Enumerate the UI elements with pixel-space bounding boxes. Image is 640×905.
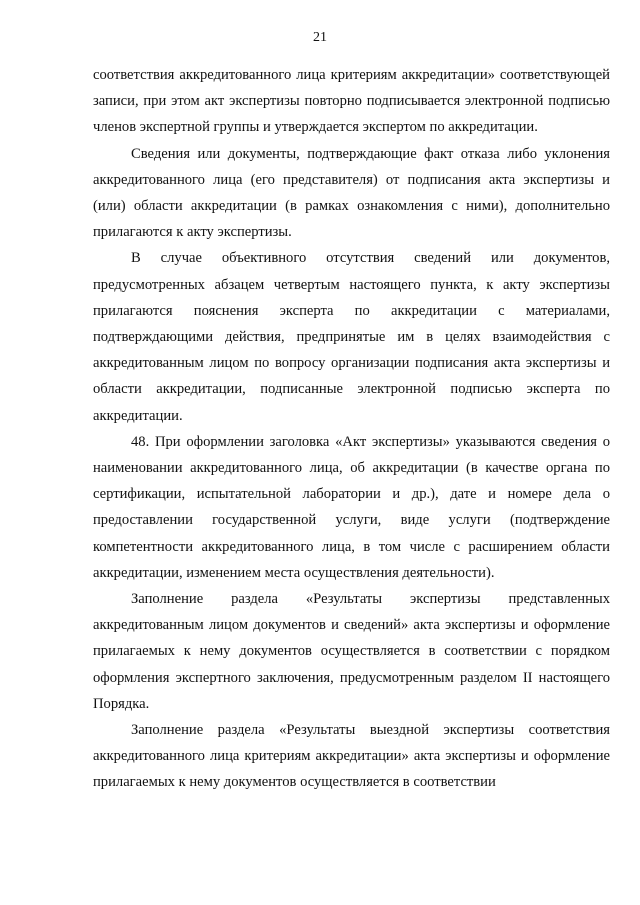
paragraph-absence-of-information: В случае объективного отсутствия сведений или документов, предусмотренных абзацем четвертым настоящего пункта, к акту экспертизы прилагаются пояснения эксперта по аккредитации с материалами, подтверждающими действия, предпринятые им в целях взаимодействия с аккредитованным лицом по вопросу организации подписания акта экспертизы и области аккредитации, подписанные электронной подписью эксперта по аккредитации. [93, 250, 610, 424]
paragraph-item-48: 48. При оформлении заголовка «Акт экспертизы» указываются сведения о наименовании аккредитованного лица, об аккредитации (в качестве органа по сертификации, испытательной лаборатории и др.), дате и номере дела о предоставлении государственной услуги, виде услуги (подтверждение компетентности аккредитованного лица, в том числе с расширением области аккредитации, изменением места осуществления деятельности). [93, 433, 610, 581]
paragraph-refusal-evidence: Сведения или документы, подтверждающие факт отказа либо уклонения аккредитованного лица (его представителя) от подписания акта экспертизы и (или) области аккредитации (в рамках ознакомления с ними), дополнительно прилагаются к акту экспертизы. [93, 145, 610, 241]
page-number: 21 [313, 30, 327, 45]
document-body [93, 62, 610, 796]
paragraph-continuation: соответствия аккредитованного лица критериям аккредитации» соответствующей записи, при этом акт экспертизы повторно подписывается электронной подписью членов экспертной группы и утверждается экспертом по аккредитации. [93, 67, 610, 136]
paragraph-section-onsite-review: Заполнение раздела «Результаты выездной экспертизы соответствия аккредитованного лица критериям аккредитации» акта экспертизы и оформление прилагаемых к нему документов осуществляется в соответствии [93, 722, 610, 791]
paragraph-section-document-review: Заполнение раздела «Результаты экспертизы представленных аккредитованным лицом документов и сведений» акта экспертизы и оформление прилагаемых к нему документов осуществляется в соответствии с порядком оформления экспертного заключения, предусмотренным разделом II настоящего Порядка. [93, 591, 610, 712]
